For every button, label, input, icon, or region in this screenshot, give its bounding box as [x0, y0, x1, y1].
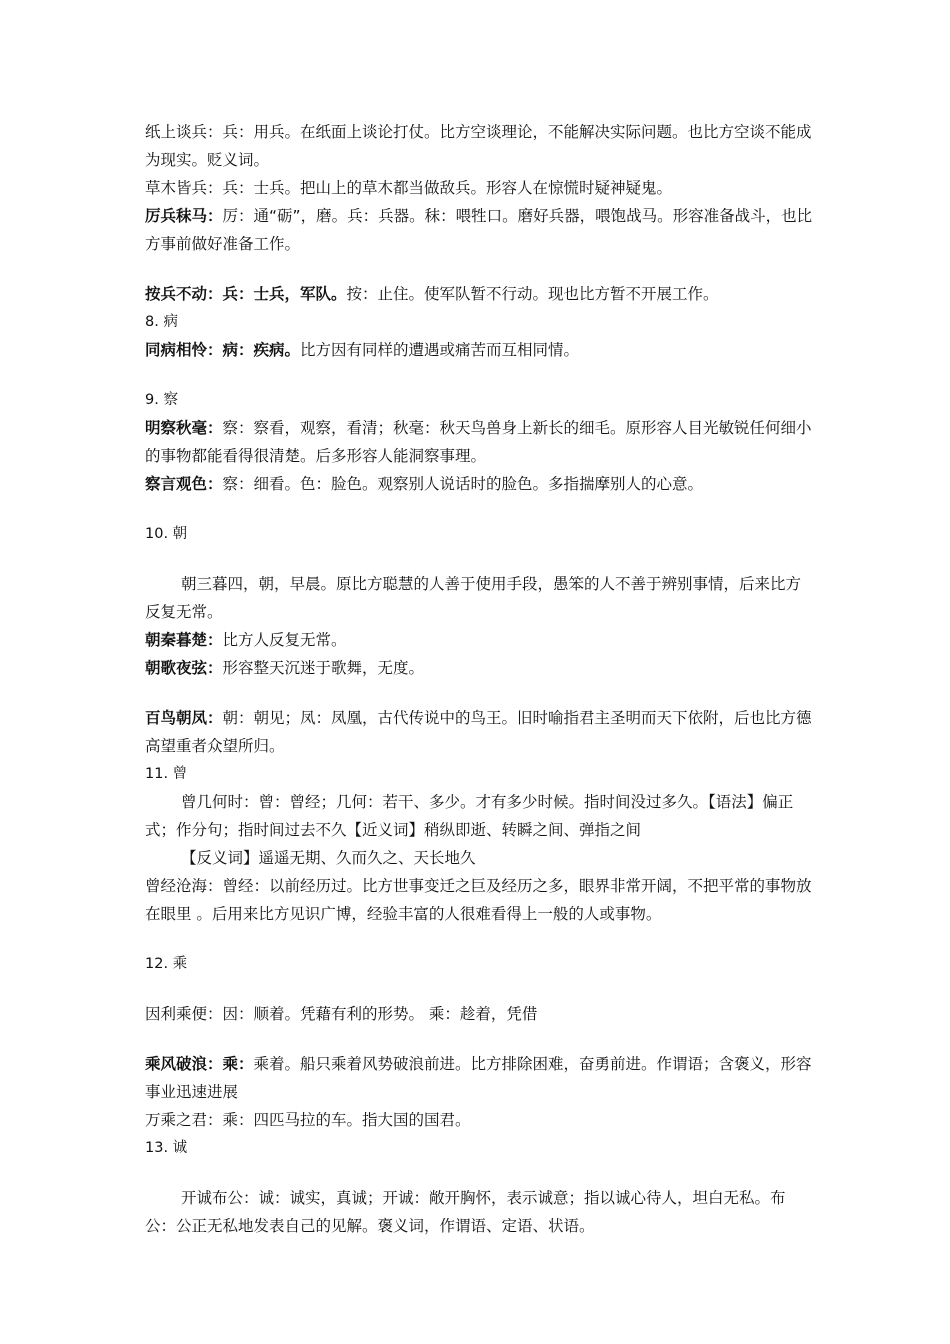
- entry-text: 曾经沧海：曾经：以前经历过。比方世事变迁之巨及经历之多，眼界非常开阔，不把平常的事物放在眼里 。后用来比方见识广博，经验丰富的人很难看得上一般的人或事物。: [145, 877, 812, 923]
- entry-text: 曾几何时：曾：曾经；几何：若干、多少。才有多少时候。指时间没过多久。【语法】偏正式；作分句；指时间过去不久【近义词】稍纵即逝、转瞬之间、弹指之间: [145, 793, 794, 839]
- entry-text: 形容整天沉迷于歌舞，无度。: [222, 659, 425, 677]
- entry-heading: 乘风破浪：乘：: [145, 1055, 254, 1073]
- entry-tong-bing-xiang-lian: [145, 336, 815, 364]
- entry-text: 察：察看，观察，看清；秋毫：秋天鸟兽身上新长的细毛。原形容人目光敏锐任何细小的事物都能看得很清楚。后多形容人能洞察事理。: [145, 419, 812, 465]
- entry-zhi-shang-tan-bing: [145, 118, 815, 174]
- entry-text: 朝三暮四，朝，早晨。原比方聪慧的人善于使用手段，愚笨的人不善于辨别事情，后来比方反复无常。: [145, 575, 802, 621]
- entry-wan-sheng-zhi-jun: [145, 1106, 815, 1134]
- entry-heading: 察言观色：: [145, 475, 223, 493]
- entry-ceng-jing-cang-hai: [145, 872, 815, 928]
- section-heading-8: 8. 病: [145, 314, 178, 330]
- entry-text: 比方人反复无常。: [222, 631, 347, 649]
- entry-heading: 朝秦暮楚：: [145, 631, 223, 649]
- entry-text: 纸上谈兵：兵：用兵。在纸面上谈论打仗。比方空谈理论，不能解决实际问题。也比方空谈不能成为现实。贬义词。: [145, 123, 812, 169]
- entry-cao-mu-jie-bing: [145, 174, 815, 202]
- entry-ming-cha-qiu-hao: [145, 414, 815, 470]
- entry-heading: 百鸟朝凤：: [145, 709, 223, 727]
- entry-text: 厉：通“砺”，磨。兵：兵器。秣：喂牲口。磨好兵器，喂饱战马。形容准备战斗，也比方事前做好准备工作。: [145, 207, 813, 253]
- entry-cheng-feng-po-lang: [145, 1050, 815, 1106]
- entry-text: 【反义词】遥遥无期、久而久之、天长地久: [181, 849, 476, 867]
- section-heading-10: 10. 朝: [145, 526, 188, 542]
- entry-text: 比方因有同样的遭遇或痛苦而互相同情。: [300, 341, 580, 359]
- entry-heading: 明察秋毫：: [145, 419, 223, 437]
- entry-text: 万乘之君：乘：四匹马拉的车。指大国的国君。: [145, 1111, 471, 1129]
- entry-zhao-ge-ye-xian: [145, 654, 815, 682]
- entry-heading: 同病相怜：病：疾病。: [145, 341, 301, 359]
- entry-text: 朝：朝见；凤：凤凰，古代传说中的鸟王。旧时喻指君主圣明而天下依附，后也比方德高望重者众望所归。: [145, 709, 812, 755]
- entry-heading: 按兵不动：兵：士兵，军队。: [145, 285, 347, 303]
- entry-text: 草木皆兵：兵：士兵。把山上的草木都当做敌兵。形容人在惊慌时疑神疑鬼。: [145, 179, 673, 197]
- entry-ceng-ji-he-shi-antonyms: [145, 844, 815, 872]
- entry-text: 察：细看。色：脸色。观察别人说话时的脸色。多指揣摩别人的心意。: [222, 475, 704, 493]
- entry-bai-niao-chao-feng: [145, 704, 815, 760]
- section-heading-12: 12. 乘: [145, 956, 188, 972]
- entry-zhao-qin-mu-chu: [145, 626, 815, 654]
- section-heading-9: 9. 察: [145, 392, 178, 408]
- entry-heading: 厉兵秣马：: [145, 207, 223, 225]
- entry-text: 按：止住。使军队暂不行动。现也比方暂不开展工作。: [346, 285, 719, 303]
- entry-cha-yan-guan-se: [145, 470, 815, 498]
- entry-zhao-san-mu-si: [145, 570, 815, 626]
- section-heading-13: 13. 诚: [145, 1140, 188, 1156]
- entry-li-bing-mo-ma: [145, 202, 815, 258]
- section-heading-11: 11. 曾: [145, 766, 188, 782]
- entry-an-bing-bu-dong: [145, 280, 815, 308]
- entry-text: 因利乘便：因：顺着。凭藉有利的形势。 乘：趁着，凭借: [145, 1005, 538, 1023]
- document-page: [145, 118, 815, 1240]
- entry-text: 乘着。船只乘着风势破浪前进。比方排除困难，奋勇前进。作谓语；含褒义，形容事业迅速进展: [145, 1055, 812, 1101]
- entry-ceng-ji-he-shi: [145, 788, 815, 844]
- entry-yin-li-cheng-bian: [145, 1000, 815, 1028]
- entry-kai-cheng-bu-gong: [145, 1184, 815, 1240]
- entry-heading: 朝歌夜弦：: [145, 659, 223, 677]
- entry-text: 开诚布公：诚：诚实，真诚；开诚：敞开胸怀，表示诚意；指以诚心待人，坦白无私。布公：公正无私地发表自己的见解。褒义词，作谓语、定语、状语。: [145, 1189, 786, 1235]
